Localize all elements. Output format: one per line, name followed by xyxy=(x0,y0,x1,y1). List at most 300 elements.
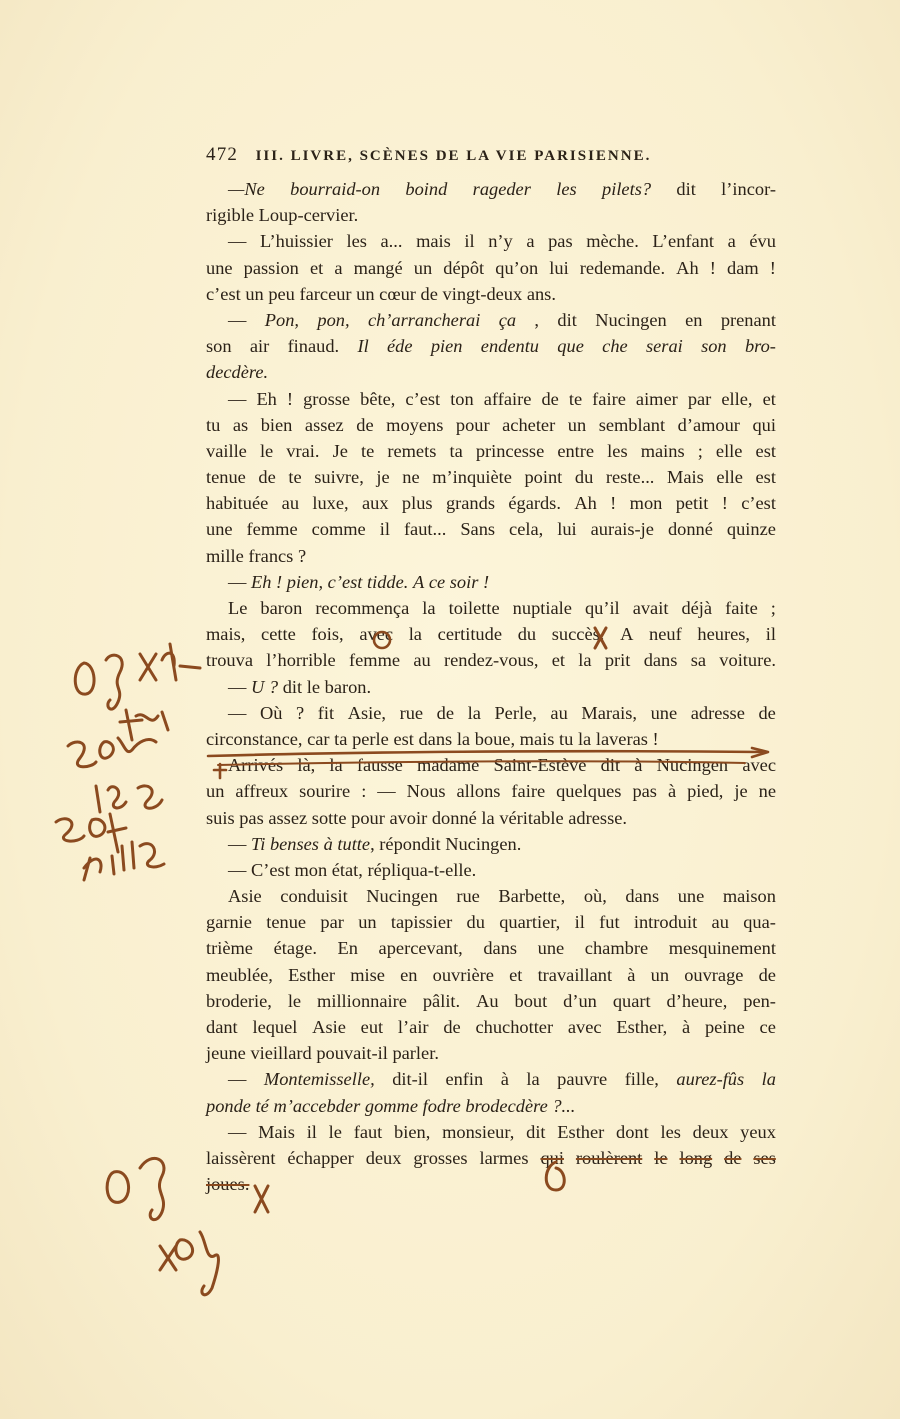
text-word: neuf xyxy=(649,624,682,645)
text-word: la xyxy=(456,728,471,749)
text-word: ! xyxy=(610,493,617,514)
text-word: au xyxy=(711,912,729,933)
text-word: quart xyxy=(612,990,651,1011)
text-word: de xyxy=(420,283,438,304)
text-word: larmes xyxy=(479,1147,529,1168)
text-word: à xyxy=(323,833,333,854)
running-head-title: III. LIVRE, SCÈNES DE LA VIE PARISIENNE. xyxy=(255,148,652,164)
text-word: bourraid-on xyxy=(290,179,381,199)
text-line xyxy=(206,281,776,307)
text-word: tenue xyxy=(206,467,246,488)
text-word: lui xyxy=(557,519,577,540)
text-word: Barbette, xyxy=(498,886,566,907)
text-word: la xyxy=(329,755,343,776)
text-word: affaire xyxy=(483,388,532,409)
text-word: pas xyxy=(239,807,264,828)
text-word: le xyxy=(328,1121,342,1142)
text-word: ? xyxy=(297,545,307,566)
text-word: pon, xyxy=(317,309,350,330)
text-word: un xyxy=(206,781,225,802)
text-line xyxy=(206,516,776,542)
text-word: c’est xyxy=(327,571,363,592)
text-word: serai xyxy=(645,336,683,357)
text-word: ! xyxy=(652,728,659,749)
text-word: allons xyxy=(456,781,501,802)
text-word: pien, xyxy=(286,571,324,592)
text-word: le xyxy=(654,1147,668,1168)
text-word: Asie xyxy=(228,886,262,907)
text-word: Au xyxy=(476,990,499,1011)
text-word: L’huissier xyxy=(259,231,333,252)
text-word: pouvait-il xyxy=(316,1043,388,1064)
text-word: donné xyxy=(431,807,477,828)
text-word: Mais xyxy=(258,1121,295,1142)
text-word: mais xyxy=(519,728,555,749)
text-word: pâlit. xyxy=(422,990,461,1011)
text-word: benses xyxy=(269,833,319,854)
text-word: il xyxy=(574,912,585,933)
text-word: vingt-deux xyxy=(442,283,523,304)
text-word: point xyxy=(524,467,563,488)
text-word: répondit xyxy=(379,833,441,854)
text-word: Montemisselle, xyxy=(263,1069,375,1090)
running-header xyxy=(206,144,776,166)
text-word: Où xyxy=(259,702,283,723)
text-word: ; xyxy=(770,598,776,618)
text-word: — xyxy=(228,676,247,697)
text-word: ne xyxy=(758,781,776,802)
text-word: la xyxy=(422,598,436,618)
text-word: acheter xyxy=(502,414,556,435)
text-word: ta xyxy=(334,728,348,749)
text-word: Ti xyxy=(251,833,266,854)
text-line xyxy=(206,988,776,1014)
text-word: est xyxy=(393,728,414,749)
text-word: faite xyxy=(725,598,758,618)
text-line xyxy=(206,805,776,831)
text-word: en xyxy=(685,309,703,330)
text-word: au xyxy=(550,702,568,723)
text-word: succès. xyxy=(551,624,605,645)
text-word: rendez-vous, xyxy=(443,650,539,671)
text-word: est xyxy=(755,467,776,488)
text-word: au xyxy=(413,650,431,671)
text-line xyxy=(206,569,776,595)
text-word: brodecdère xyxy=(465,1095,548,1116)
text-word: certitude xyxy=(437,624,502,645)
text-word: du xyxy=(466,912,485,933)
text-word: : xyxy=(361,781,367,802)
text-word: redemande. xyxy=(579,257,666,278)
text-line xyxy=(206,595,776,621)
text-word: te xyxy=(568,388,583,409)
text-word: ? xyxy=(268,676,279,697)
text-word: prenant xyxy=(720,309,776,330)
text-word: mise xyxy=(350,964,385,985)
text-word: habituée xyxy=(206,493,269,514)
text-word: Pon, xyxy=(264,309,299,330)
text-line xyxy=(206,1171,776,1197)
text-word: fois, xyxy=(311,624,344,645)
text-line xyxy=(206,255,776,281)
text-word: qu’il xyxy=(584,598,620,618)
text-word: En xyxy=(337,938,358,959)
text-word: du xyxy=(517,624,537,645)
text-word: de xyxy=(541,388,559,409)
text-word: à xyxy=(681,1017,691,1037)
text-word: joues. xyxy=(206,1174,250,1195)
text-word: as xyxy=(232,414,249,435)
text-line xyxy=(206,412,776,438)
text-word: ?... xyxy=(552,1095,576,1116)
text-word: laissèrent xyxy=(206,1147,276,1168)
text-word: de xyxy=(258,467,276,488)
text-word: tu xyxy=(559,728,574,749)
text-word: pas xyxy=(548,231,573,252)
text-word: sa xyxy=(690,650,707,671)
text-line xyxy=(206,909,776,935)
text-word: éde xyxy=(386,336,413,357)
text-word: à xyxy=(500,1069,509,1090)
text-word: il xyxy=(306,1121,317,1142)
text-word: aurais-je xyxy=(590,519,654,540)
text-word: cela, xyxy=(509,519,544,540)
text-word: te xyxy=(360,440,375,461)
text-word: une xyxy=(650,702,678,723)
text-word: les xyxy=(607,440,628,461)
text-word: te xyxy=(288,467,302,488)
text-word: ce xyxy=(759,1017,776,1037)
text-word: l’incor- xyxy=(721,179,776,199)
text-word: broderie, xyxy=(206,990,272,1011)
text-word: est xyxy=(755,440,776,461)
text-word: de xyxy=(436,702,455,723)
text-word: garnie xyxy=(206,912,252,933)
text-word: perle xyxy=(352,728,389,749)
text-word: a xyxy=(526,231,535,252)
text-word: adresse xyxy=(690,702,745,723)
text-word: Le xyxy=(228,598,248,618)
text-word: moyens xyxy=(386,414,444,435)
text-word: long xyxy=(679,1147,713,1168)
text-word: un xyxy=(650,964,670,985)
text-word: son xyxy=(701,336,727,357)
text-word: mangé xyxy=(353,257,403,278)
text-word: suis xyxy=(206,807,235,828)
text-word: elle xyxy=(716,467,743,488)
text-word: quartier, xyxy=(499,912,561,933)
text-word: — xyxy=(228,1069,247,1090)
text-word: la xyxy=(577,728,592,749)
text-word: U xyxy=(251,676,265,697)
text-word: avait xyxy=(632,598,669,618)
text-line xyxy=(206,1145,776,1171)
text-word: air xyxy=(249,336,270,357)
text-word: dit-il xyxy=(392,1069,428,1090)
text-word: de xyxy=(758,702,776,723)
text-word: avec xyxy=(567,1017,602,1037)
text-line xyxy=(206,726,776,752)
text-word: Esther xyxy=(288,964,336,985)
text-word: endentu xyxy=(480,336,539,357)
text-word: lequel xyxy=(252,1017,298,1037)
text-word: Ah xyxy=(574,493,597,514)
text-word: car xyxy=(307,728,330,749)
text-word: luxe, xyxy=(312,493,349,514)
text-word: état, xyxy=(331,859,363,880)
text-word: deux xyxy=(365,1147,402,1168)
text-word: Arrivés xyxy=(228,755,284,776)
text-word: ça xyxy=(498,309,517,330)
text-word: mèche. xyxy=(586,231,639,252)
text-word: tenue xyxy=(266,912,307,933)
text-word: dit xyxy=(600,755,621,776)
text-word: Loup-cervier. xyxy=(258,205,359,226)
text-word: Perle, xyxy=(494,702,537,723)
text-word: qui xyxy=(752,414,776,435)
text-word: baron. xyxy=(324,676,372,697)
text-word: dit xyxy=(557,309,577,330)
text-word: il xyxy=(765,624,776,645)
text-word: à xyxy=(634,755,643,776)
text-word: reste... xyxy=(605,467,655,488)
text-word: elle, xyxy=(721,388,753,409)
text-word: — xyxy=(228,571,247,592)
text-word: dant xyxy=(206,1017,238,1037)
text-word: c’est xyxy=(741,493,776,514)
text-line xyxy=(206,228,776,254)
text-word: ? xyxy=(296,702,305,723)
text-word: A xyxy=(412,571,425,592)
text-word: assez xyxy=(268,807,308,828)
text-word: au xyxy=(281,493,300,514)
text-word: Il xyxy=(357,336,369,357)
text-word: monsieur, xyxy=(442,1121,515,1142)
text-word: ; xyxy=(697,440,703,461)
text-word: mais, xyxy=(206,624,246,645)
text-word: peine xyxy=(704,1017,745,1037)
text-word: trouva xyxy=(206,650,253,671)
text-word: donné xyxy=(667,519,713,540)
text-word: rue xyxy=(456,886,480,907)
text-line xyxy=(206,1093,776,1119)
text-word: grosses xyxy=(413,1147,468,1168)
text-line xyxy=(206,831,776,857)
text-word: aimer xyxy=(635,388,678,409)
text-line xyxy=(206,883,776,909)
text-word: où, xyxy=(583,886,607,907)
text-word: pilets? xyxy=(602,179,652,199)
text-word: vrai. xyxy=(286,440,320,461)
text-line xyxy=(206,438,776,464)
text-word: tidde. xyxy=(366,571,409,592)
text-word: à xyxy=(627,964,636,985)
text-word: de xyxy=(758,964,776,985)
text-word: cette xyxy=(261,624,296,645)
text-word: la xyxy=(467,702,481,723)
text-word: Nucingen xyxy=(595,309,667,330)
text-word: il xyxy=(464,231,475,252)
text-word: semblant xyxy=(598,414,666,435)
text-word: baron xyxy=(260,598,303,618)
text-word: mesquinement xyxy=(668,938,776,959)
text-word: avec xyxy=(359,624,393,645)
text-word: dit xyxy=(282,676,303,697)
text-word: que xyxy=(557,336,584,357)
text-word: grands xyxy=(445,493,495,514)
text-word: — xyxy=(377,781,396,802)
text-word: faut xyxy=(353,1121,383,1142)
text-word: boue, xyxy=(474,728,516,749)
text-word: comme xyxy=(311,519,366,540)
text-word: aux xyxy=(362,493,389,514)
text-word: eut xyxy=(360,1017,384,1037)
text-word: plus xyxy=(401,493,433,514)
text-word: rageder xyxy=(472,179,531,199)
text-word: de xyxy=(724,1147,742,1168)
text-word: recommença xyxy=(315,598,410,618)
text-word: évu xyxy=(749,231,776,252)
text-word: — xyxy=(228,833,247,854)
text-word: quinze xyxy=(726,519,776,540)
text-word: en xyxy=(400,964,418,985)
text-word: la xyxy=(761,1069,776,1090)
text-word: aurez-fûs xyxy=(676,1069,745,1090)
text-word: ouvrière xyxy=(432,964,494,985)
text-word: a xyxy=(334,257,343,278)
text-word: remets xyxy=(387,440,437,461)
text-word: roulèrent xyxy=(575,1147,643,1168)
text-word: pour xyxy=(351,807,385,828)
text-word: et xyxy=(551,650,566,671)
text-word: répliqua-t-elle. xyxy=(367,859,477,880)
text-word: la xyxy=(526,1069,540,1090)
text-word: les xyxy=(556,179,577,199)
text-word: farceur xyxy=(299,283,352,304)
text-word: il xyxy=(379,519,390,540)
text-word: sourire xyxy=(299,781,351,802)
text-word: vaille xyxy=(206,440,247,461)
text-word: — xyxy=(228,231,247,252)
text-word: une xyxy=(206,257,233,278)
text-line xyxy=(206,333,776,359)
text-word: une xyxy=(206,519,233,540)
text-word: dans xyxy=(483,938,518,959)
text-word: madame xyxy=(417,755,480,776)
text-word: mon xyxy=(294,859,328,880)
text-word: introduit xyxy=(633,912,698,933)
text-word: lui xyxy=(549,257,569,278)
text-word: L’enfant xyxy=(652,231,715,252)
text-word: boind xyxy=(405,179,448,199)
text-word: mon xyxy=(629,493,663,514)
text-word: dont xyxy=(616,1121,649,1142)
text-word: toilette xyxy=(448,598,500,618)
text-word: grosse xyxy=(303,388,351,409)
text-line xyxy=(206,1040,776,1066)
text-word: les xyxy=(346,231,367,252)
text-word: té xyxy=(255,1095,269,1116)
text-word: chuchotter xyxy=(475,1017,554,1037)
body-text xyxy=(206,176,776,1197)
text-word: ce xyxy=(428,571,446,592)
text-word: mais xyxy=(416,231,451,252)
text-word: Esther, xyxy=(616,1017,668,1037)
text-word: une xyxy=(537,938,565,959)
text-word: faut... xyxy=(403,519,447,540)
page-number: 472 xyxy=(206,144,239,165)
text-word: déjà xyxy=(681,598,713,618)
text-word: rigible xyxy=(206,205,255,226)
text-word: égards. xyxy=(508,493,561,514)
text-word: Nucingen xyxy=(366,886,438,907)
text-word: suivre, xyxy=(314,467,364,488)
text-word: petit xyxy=(675,493,709,514)
text-word: circonstance, xyxy=(206,728,303,749)
text-word: Nucingen xyxy=(656,755,729,776)
text-word: ! xyxy=(286,388,294,409)
text-word: ta xyxy=(449,440,463,461)
text-word: et xyxy=(509,964,523,985)
text-word: Asie xyxy=(312,1017,346,1037)
text-word: ! xyxy=(276,571,283,592)
text-word: mains xyxy=(640,440,685,461)
text-word: enfin xyxy=(445,1069,484,1090)
text-word: la xyxy=(408,624,422,645)
text-word: la xyxy=(481,807,495,828)
text-word: Saint-Estève xyxy=(493,755,587,776)
text-word: Asie, xyxy=(347,702,387,723)
text-word: faire xyxy=(511,781,546,802)
text-word: ans. xyxy=(526,283,556,304)
text-line xyxy=(206,1066,776,1092)
text-word: assez xyxy=(304,414,344,435)
text-word: le xyxy=(306,676,321,697)
text-word: — xyxy=(228,309,247,330)
text-word: d’heure, xyxy=(666,990,728,1011)
text-line xyxy=(206,307,776,333)
text-word: affreux xyxy=(235,781,289,802)
text-word: qu’on xyxy=(495,257,539,278)
text-word: une xyxy=(677,886,705,907)
text-line xyxy=(206,935,776,961)
text-word: heures, xyxy=(697,624,751,645)
text-word: chambre xyxy=(584,938,649,959)
text-word: Nous xyxy=(406,781,446,802)
text-word: meublée, xyxy=(206,964,273,985)
text-word: ouvrage xyxy=(684,964,744,985)
text-word: ! xyxy=(709,257,716,278)
text-word: mille xyxy=(206,545,244,566)
text-word: Mais xyxy=(666,467,704,488)
text-word: ! xyxy=(769,257,776,278)
text-word: — xyxy=(228,388,247,409)
text-word: pien xyxy=(430,336,463,357)
text-word: m’accebder xyxy=(273,1095,361,1116)
text-word: laveras xyxy=(595,728,648,749)
text-word: a... xyxy=(380,231,403,252)
text-word: nuptiale xyxy=(512,598,572,618)
text-word: Je xyxy=(332,440,348,461)
text-word: qui xyxy=(540,1147,564,1168)
text-word: Esther xyxy=(557,1121,605,1142)
text-word: femme xyxy=(246,519,298,540)
text-word: passion xyxy=(243,257,299,278)
text-word: fit xyxy=(317,702,335,723)
text-word: je xyxy=(734,781,748,802)
text-line xyxy=(206,674,776,700)
text-word: trième xyxy=(206,938,253,959)
